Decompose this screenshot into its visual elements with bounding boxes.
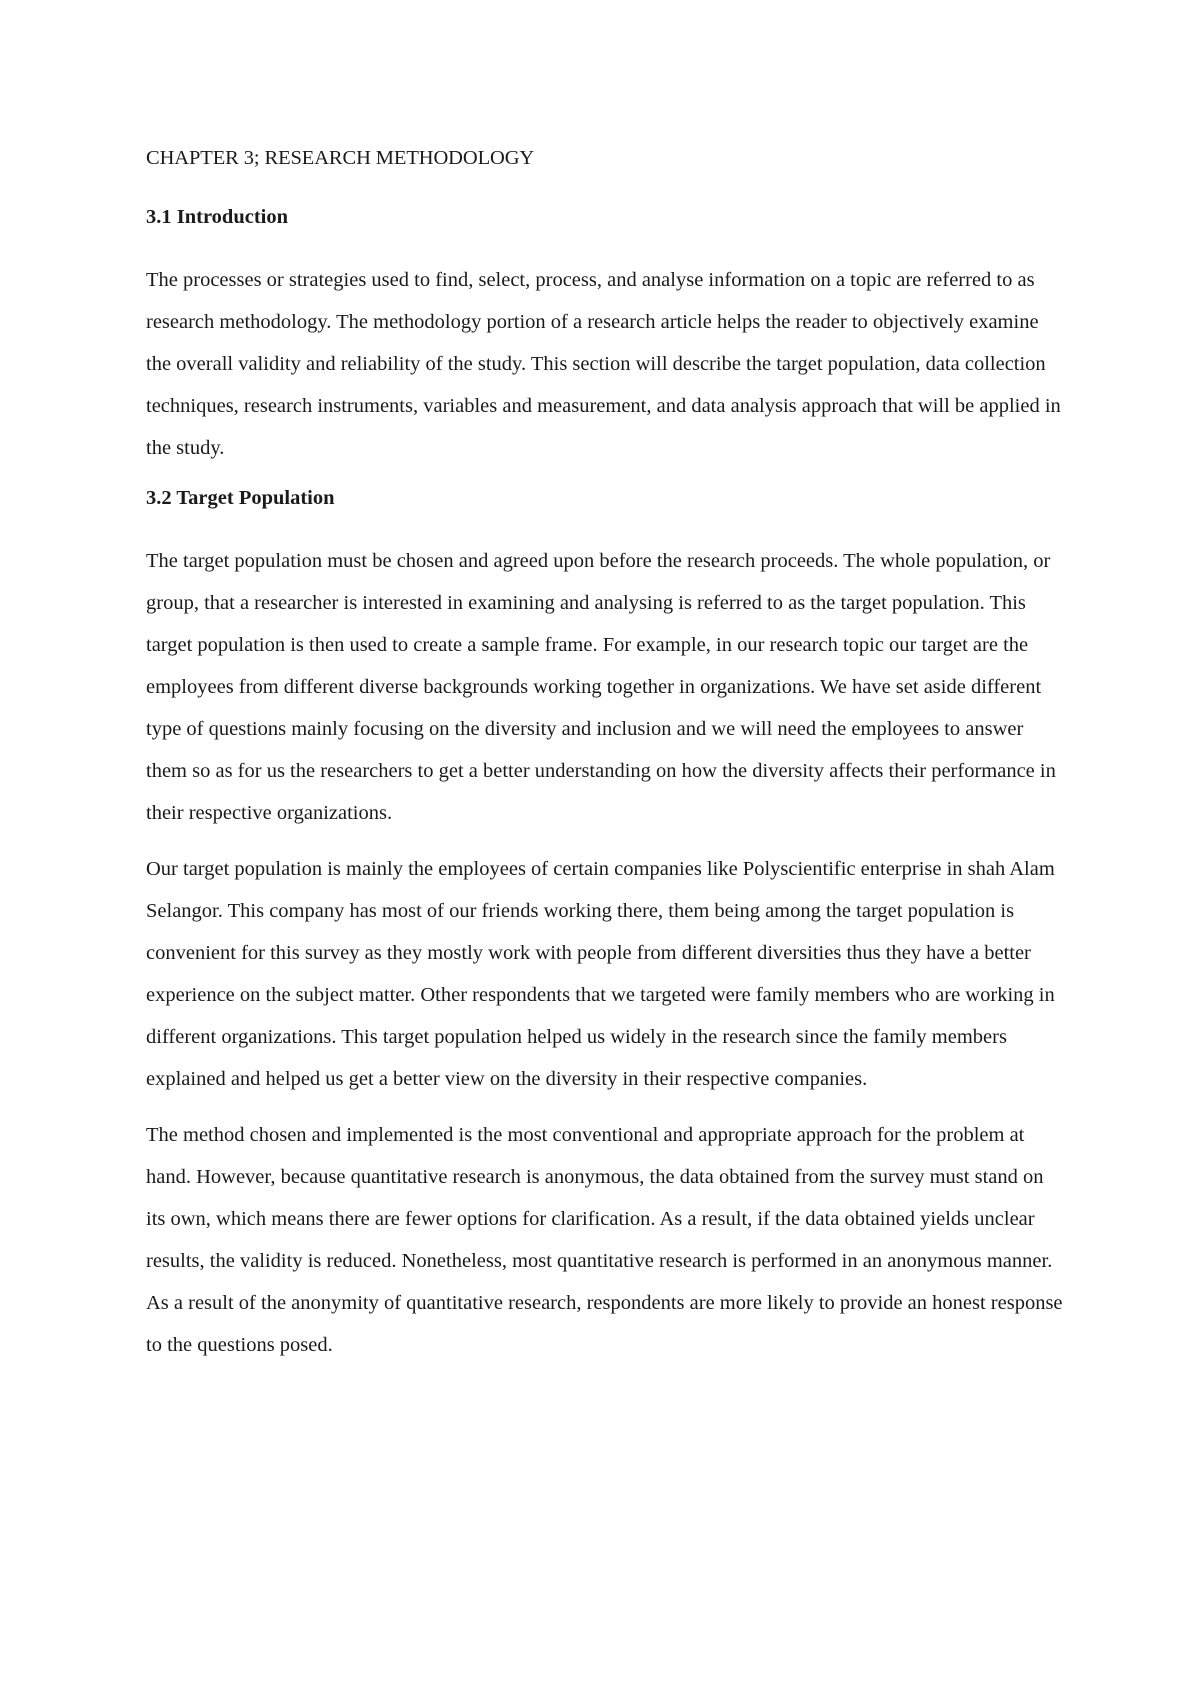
chapter-title: CHAPTER 3; RESEARCH METHODOLOGY	[146, 147, 535, 169]
paragraph-method-rationale: The method chosen and implemented is the most conventional and appropriate approach for the problem at hand. However, because quantitative research is anonymous, the data obtained from the survey must stand on its own, which means there are fewer options for clarification. As a result, if the data obtained yields unclear results, the validity is reduced. Nonetheless, most quantitative research is performed in an anonymous manner. As a result of the anonymity of quantitative research, respondents are more likely to provide an honest response to the questions posed.	[146, 1124, 1063, 1356]
document-body	[146, 143, 1064, 1380]
paragraph-target-population-definition: The target population must be chosen and agreed upon before the research proceeds. The whole population, or group, that a researcher is interested in examining and analysing is referred to as the target population. This target population is then used to create a sample frame. For example, in our research topic our target are the employees from different diverse backgrounds working together in organizations. We have set aside different type of questions mainly focusing on the diversity and inclusion and we will need the employees to answer them so as for us the researchers to get a better understanding on how the diversity affects their performance in their respective organizations.	[146, 550, 1056, 824]
section-heading-target-population: 3.2 Target Population	[146, 487, 335, 509]
section-heading-introduction: 3.1 Introduction	[146, 206, 289, 228]
paragraph-target-population-respondents: Our target population is mainly the employees of certain companies like Polyscientific enterprise in shah Alam Selangor. This company has most of our friends working there, them being among the target population is convenient for this survey as they mostly work with people from different diversities thus they have a better experience on the subject matter. Other respondents that we targeted were family members who are working in different organizations. This target population helped us widely in the research since the family members explained and helped us get a better view on the diversity in their respective companies.	[146, 858, 1055, 1090]
paragraph-introduction: The processes or strategies used to find, select, process, and analyse information on a topic are referred to as research methodology. The methodology portion of a research article helps the reader to objectively examine the overall validity and reliability of the study. This section will describe the target population, data collection techniques, research instruments, variables and measurement, and data analysis approach that will be applied in the study.	[146, 269, 1061, 459]
